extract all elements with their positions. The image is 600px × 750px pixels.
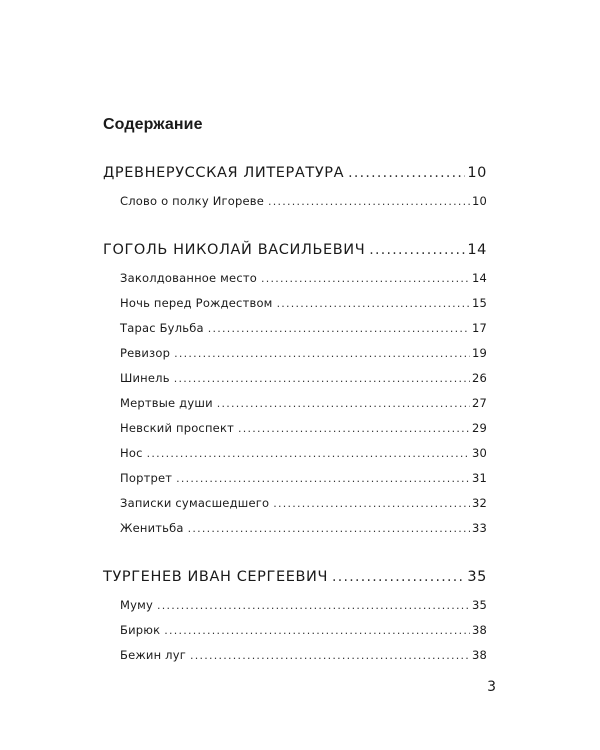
entry-title: Записки сумасшедшего	[120, 496, 270, 510]
toc-entry[interactable]	[103, 266, 487, 291]
toc-entry[interactable]	[103, 593, 487, 618]
dot-leader	[164, 618, 470, 643]
toc-section	[103, 214, 487, 541]
dot-leader	[261, 266, 470, 291]
entry-page-number: 15	[471, 296, 487, 310]
section-title: ГОГОЛЬ НИКОЛАЙ ВАСИЛЬЕВИЧ	[103, 242, 366, 258]
dot-leader	[208, 316, 470, 341]
entry-page-number: 27	[471, 396, 487, 410]
entry-page-number: 17	[471, 321, 487, 335]
entry-title: Нос	[120, 446, 143, 460]
dot-leader	[188, 516, 470, 541]
dot-leader	[277, 291, 470, 316]
page-number: 3	[487, 679, 496, 695]
entry-title: Портрет	[120, 471, 173, 485]
dot-leader	[238, 416, 470, 441]
entry-title: Бирюк	[120, 623, 161, 637]
toc-entry[interactable]	[103, 189, 487, 214]
entry-page-number: 35	[471, 598, 487, 612]
dot-leader	[176, 466, 470, 491]
section-title: ТУРГЕНЕВ ИВАН СЕРГЕЕВИЧ	[103, 569, 329, 585]
toc-entry[interactable]	[103, 291, 487, 316]
dot-leader	[369, 239, 465, 261]
entry-title: Ревизор	[120, 346, 171, 360]
section-page-number: 35	[467, 569, 487, 585]
entry-page-number: 38	[471, 648, 487, 662]
entry-title: Невский проспект	[120, 421, 234, 435]
toc-entry[interactable]	[103, 491, 487, 516]
section-page-number: 14	[467, 242, 487, 258]
entry-page-number: 14	[471, 271, 487, 285]
toc-section-heading[interactable]	[103, 162, 487, 184]
dot-leader	[174, 341, 470, 366]
section-title: ДРЕВНЕРУССКАЯ ЛИТЕРАТУРА	[103, 165, 345, 181]
dot-leader	[273, 491, 470, 516]
entry-page-number: 30	[471, 446, 487, 460]
section-spacer	[103, 541, 487, 566]
entry-page-number: 32	[471, 496, 487, 510]
entry-page-number: 19	[471, 346, 487, 360]
toc-section	[103, 162, 487, 214]
section-page-number: 10	[467, 165, 487, 181]
entry-title: Мертвые души	[120, 396, 213, 410]
toc-entry[interactable]	[103, 416, 487, 441]
toc-entry[interactable]	[103, 391, 487, 416]
toc-entry[interactable]	[103, 643, 487, 668]
entry-page-number: 33	[471, 521, 487, 535]
entry-title: Заколдованное место	[120, 271, 257, 285]
toc-section	[103, 541, 487, 668]
toc-section-heading[interactable]	[103, 239, 487, 261]
dot-leader	[217, 391, 470, 416]
dot-leader	[174, 366, 470, 391]
dot-leader	[268, 189, 470, 214]
entry-title: Шинель	[120, 371, 170, 385]
entry-title: Муму	[120, 598, 154, 612]
entry-title: Женитьба	[120, 521, 184, 535]
toc-entry[interactable]	[103, 341, 487, 366]
entry-title: Бежин луг	[120, 648, 186, 662]
entry-page-number: 10	[471, 194, 487, 208]
toc-title: Содержание	[103, 116, 203, 133]
toc-entry[interactable]	[103, 516, 487, 541]
entry-page-number: 26	[471, 371, 487, 385]
entry-title: Слово о полку Игореве	[120, 194, 264, 208]
dot-leader	[190, 643, 470, 668]
dot-leader	[332, 566, 465, 588]
entry-page-number: 31	[471, 471, 487, 485]
section-spacer	[103, 214, 487, 239]
table-of-contents	[103, 162, 487, 668]
entry-page-number: 29	[471, 421, 487, 435]
toc-entry[interactable]	[103, 466, 487, 491]
toc-entry[interactable]	[103, 441, 487, 466]
toc-section-heading[interactable]	[103, 566, 487, 588]
toc-entry[interactable]	[103, 316, 487, 341]
dot-leader	[147, 441, 470, 466]
entry-title: Ночь перед Рождеством	[120, 296, 273, 310]
entry-page-number: 38	[471, 623, 487, 637]
dot-leader	[157, 593, 470, 618]
toc-entry[interactable]	[103, 366, 487, 391]
entry-title: Тарас Бульба	[120, 321, 204, 335]
dot-leader	[348, 162, 465, 184]
toc-entry[interactable]	[103, 618, 487, 643]
